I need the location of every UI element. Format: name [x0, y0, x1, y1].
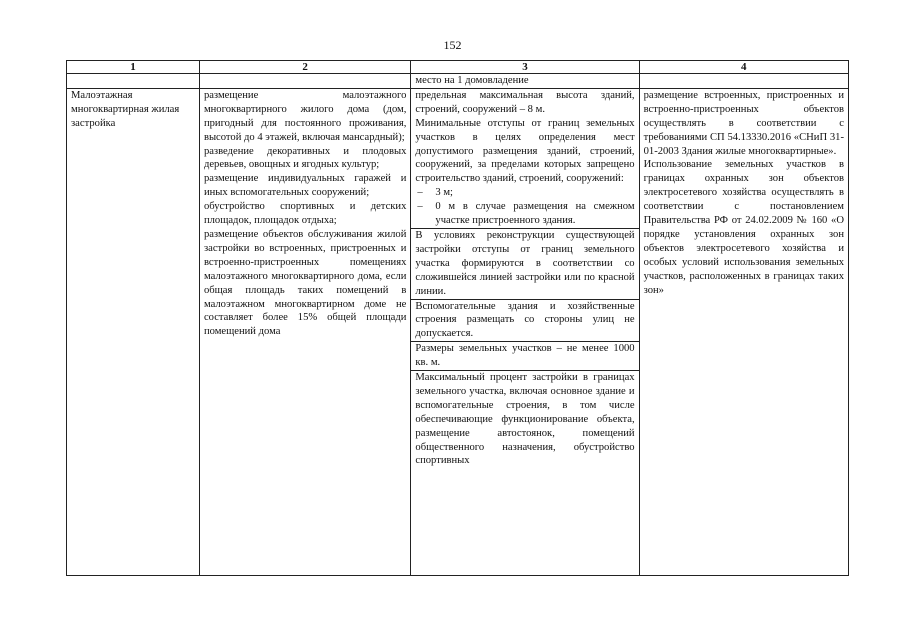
reconstruction-text: В условиях реконструкции существующей застройки отступы от границ земельного участка формируются в соответствии со сложившейся линией застройки или по красной линии. — [415, 229, 635, 297]
setbacks-text: Минимальные отступы от границ земельных участков в целях определения мест допустимого размещения зданий, строений, сооружений, за пределами которых запрещено строительство зданий, строений, сооружений: — [415, 117, 635, 185]
plot-size-block — [411, 341, 638, 370]
land-use-type: Малоэтажная многоквартирная жилая застройка — [71, 89, 180, 129]
table-header-row — [67, 61, 849, 74]
restrictions-cell — [639, 88, 848, 575]
permitted-uses-cell — [199, 88, 410, 575]
auxiliary-buildings-text: Вспомогательные здания и хозяйственные строения размещать со стороны улиц не допускается. — [415, 300, 635, 340]
max-height-text: предельная максимальная высота зданий, строений, сооружений – 8 м. — [415, 89, 635, 115]
cont-cell-2 — [199, 74, 410, 89]
cont-cell-4 — [639, 74, 848, 89]
header-col-4: 4 — [639, 61, 848, 74]
cont-cell-1 — [67, 74, 200, 89]
parameters-cell — [411, 88, 639, 575]
permitted-use-2: разведение декоративных и плодовых деревьев, овощных и ягодных культур; — [203, 145, 407, 171]
cont-cell-3: место на 1 домовладение — [411, 74, 639, 89]
header-col-3: 3 — [411, 61, 639, 74]
coverage-block — [411, 370, 638, 468]
header-col-1: 1 — [67, 61, 200, 74]
reconstruction-block — [411, 228, 638, 299]
list-item: – 3 м; — [415, 186, 634, 200]
list-item: – 0 м в случае размещения на смежном участке пристроенного здания. — [415, 200, 634, 228]
restriction-text-2: Использование земельных участков в границах охранных зон объектов электросетевого хозяйства осуществлять в соответствии с постановлением Правительства РФ от 24.02.2009 № 160 «О порядке установления охранных зон объектов электросетевого хозяйства и особых условий использования земельных участков, расположенных в границах таких зон» — [643, 159, 844, 296]
header-col-2: 2 — [199, 61, 410, 74]
permitted-use-3: размещение индивидуальных гаражей и иных вспомогательных сооружений; — [203, 173, 407, 199]
coverage-text: Максимальный процент застройки в границах земельного участка, включая основное здание и вспомогательные строения, в том числе обеспечивающие функционирование объекта, размещение автостоянок, помещений общественного назначения, обустройство спортивных — [415, 372, 635, 467]
restriction-text-1: размещение встроенных, пристроенных и встроенно-пристроенных объектов осуществлять в соответствии с требованиями СП 54.13330.2016 «СНиП 31-01-2003 Здания жилые многоквартирные». — [643, 89, 844, 157]
continuation-row — [67, 74, 849, 89]
plot-size-text: Размеры земельных участков – не менее 1000 кв. м. — [415, 343, 635, 369]
auxiliary-block — [411, 299, 638, 342]
permitted-use-5: размещение объектов обслуживания жилой застройки во встроенных, пристроенных и встроенно-пристроенных помещениях малоэтажного многоквартирного дома, если общая площадь таких помещений в малоэтажном многоквартирном доме не составляет более 15% общей площади помещений дома — [203, 228, 407, 338]
page-number: 152 — [443, 38, 462, 52]
permitted-use-1: размещение малоэтажного многоквартирного жилого дома (дом, пригодный для постоянного проживания, высотой до 4 этажей, включая мансардный); — [203, 89, 407, 143]
land-use-type-cell — [67, 88, 200, 575]
regulations-table — [66, 60, 849, 576]
setbacks-list — [415, 186, 634, 228]
table-row — [67, 88, 849, 575]
permitted-use-4: обустройство спортивных и детских площадок, площадок отдыха; — [203, 201, 407, 227]
